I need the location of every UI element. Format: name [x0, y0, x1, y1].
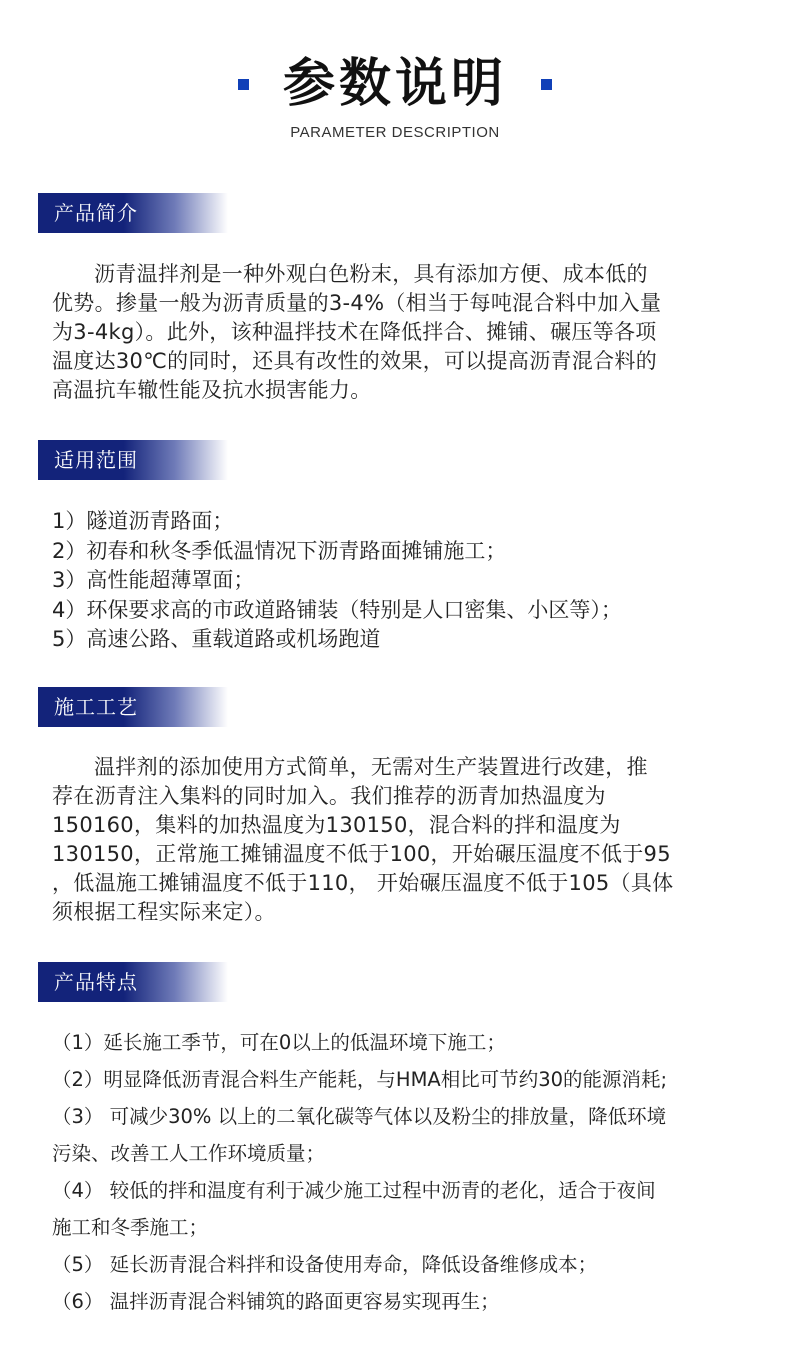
intro-line: 优势。掺量一般为沥青质量的3-4%（相当于每吨混合料中加入量 — [52, 291, 662, 315]
feature-line: （3） 可减少30% 以上的二氧化碳等气体以及粉尘的排放量，降低环境 — [52, 1105, 667, 1128]
list-item: 1）隧道沥青路面； — [52, 509, 234, 533]
feature-line: 施工和冬季施工； — [52, 1216, 209, 1239]
section-heading-label: 适用范围 — [54, 448, 138, 472]
process-line: 150160，集料的加热温度为130150，混合料的拌和温度为 — [52, 813, 621, 837]
page-title: 参数说明 — [282, 54, 507, 114]
feature-line: （2）明显降低沥青混合料生产能耗，与HMA相比可节约30的能源消耗; — [52, 1068, 668, 1091]
section-heading-label: 产品特点 — [54, 970, 138, 994]
process-line: 荐在沥青注入集料的同时加入。我们推荐的沥青加热温度为 — [52, 784, 606, 808]
intro-line: 温度达30℃的同时，还具有改性的效果，可以提高沥青混合料的 — [52, 349, 658, 373]
section-heading-label: 施工工艺 — [54, 695, 138, 719]
process-line: ，低温施工摊铺温度不低于110， 开始碾压温度不低于105（具体 — [52, 871, 674, 895]
list-item: 2）初春和秋冬季低温情况下沥青路面摊铺施工； — [52, 538, 507, 563]
page-subtitle: PARAMETER DESCRIPTION — [290, 124, 500, 141]
intro-line: 沥青温拌剂是一种外观白色粉末，具有添加方便、成本低的 — [94, 262, 648, 286]
list-item: 4）环保要求高的市政道路铺装（特别是人口密集、小区等）； — [52, 597, 622, 622]
section-heading-intro — [38, 193, 228, 233]
feature-line: （1）延长施工季节，可在0以上的低温环境下施工； — [52, 1031, 506, 1054]
feature-line: （4） 较低的拌和温度有利于减少施工过程中沥青的老化，适合于夜间 — [52, 1179, 656, 1202]
feature-line: （5） 延长沥青混合料拌和设备使用寿命，降低设备维修成本； — [52, 1253, 598, 1276]
title-wrap — [0, 52, 790, 116]
list-item: 5）高速公路、重载道路或机场跑道 — [52, 627, 381, 651]
feature-line: （6） 温拌沥青混合料铺筑的路面更容易实现再生； — [52, 1290, 500, 1313]
process-line: 须根据工程实际来定）。 — [52, 900, 276, 924]
intro-paragraph — [52, 260, 742, 405]
process-line: 130150，正常施工摊铺温度不低于100，开始碾压温度不低于95 — [52, 842, 671, 866]
process-paragraph — [52, 753, 742, 927]
section-heading-process — [38, 687, 228, 727]
section-heading-scope — [38, 440, 228, 480]
scope-list — [52, 507, 752, 655]
section-heading-label: 产品简介 — [54, 201, 138, 225]
intro-line: 为3-4kg）。此外，该种温拌技术在降低拌合、摊铺、碾压等各项 — [52, 320, 657, 344]
features-list — [52, 1024, 752, 1320]
process-line: 温拌剂的添加使用方式简单，无需对生产装置进行改建，推 — [94, 755, 648, 779]
list-item: 3）高性能超薄罩面； — [52, 568, 255, 592]
section-heading-features — [38, 962, 228, 1002]
feature-line: 污染、改善工人工作环境质量； — [52, 1142, 326, 1165]
intro-line: 高温抗车辙性能及抗水损害能力。 — [52, 378, 372, 402]
